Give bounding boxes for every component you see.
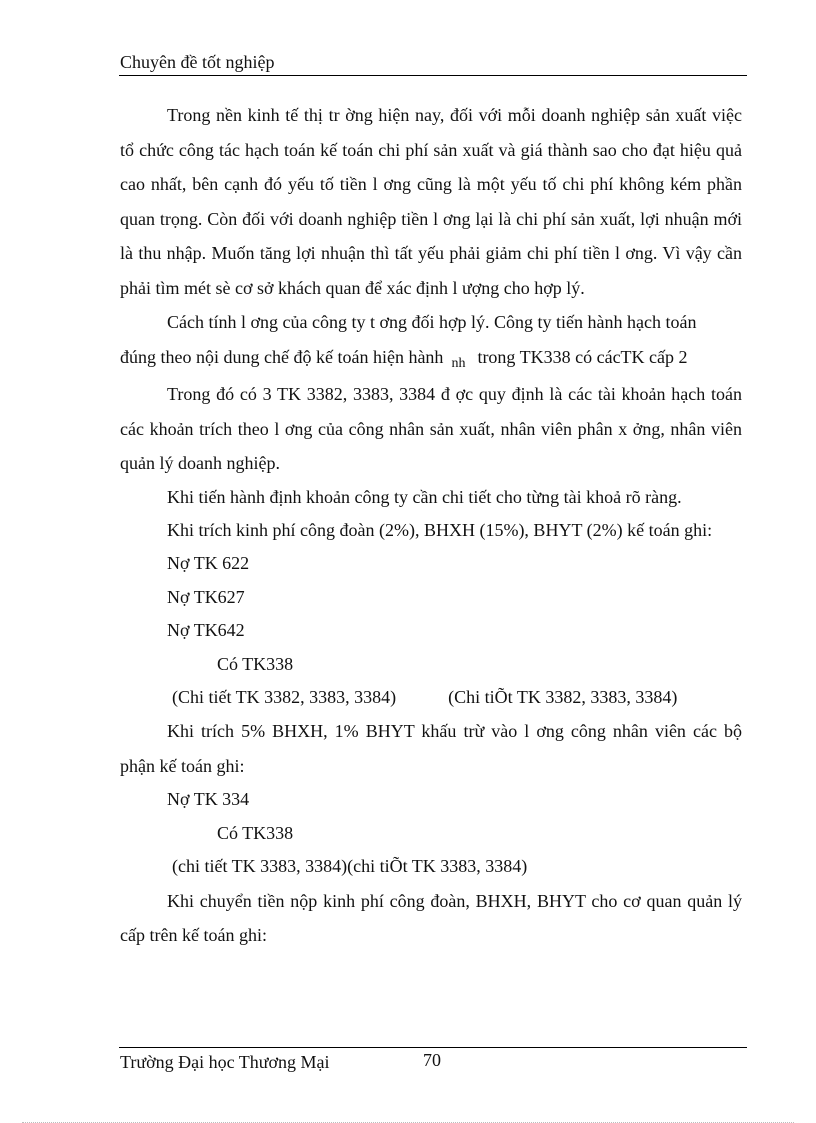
paragraph-salary-method bbox=[120, 305, 742, 377]
detail-a-left: (Chi tiết TK 3382, 3383, 3384) bbox=[172, 686, 397, 707]
entry-debit-334: Nợ TK 334 bbox=[167, 789, 250, 810]
paragraph-intro: Trong nền kinh tế thị tr ờng hiện nay, đối với mỗi doanh nghiệp sản xuất việc tổ chức công tác hạch toán kế toán chi phí sản xuất và giá thành sao cho đạt hiệu quả cao nhất, bên cạnh đó yếu tố tiền l ơng cũng là một yếu tố chi phí không kém phần quan trọng. Còn đối với doanh nghiệp tiền l ơng lại là chi phí sản xuất, lợi nhuận mới là thu nhập. Muốn tăng lợi nhuận thì tất yếu phải giảm chi phí tiền l ơng. Vì vậy cần phải tìm mét sè cơ sở khách quan để xác định l ượng cho hợp lý. bbox=[120, 105, 742, 298]
line-khi-trich-kp: Khi trích kinh phí công đoàn (2%), BHXH (15%), BHYT (2%) kế toán ghi: bbox=[167, 519, 713, 540]
detail-a-right: (Chi tiÕt TK 3382, 3383, 3384) bbox=[448, 686, 678, 707]
salary-method-text: Cách tính l ơng của công ty t ơng đối hợp lý. Công ty tiến hành hạch toán bbox=[167, 312, 697, 332]
header-rule bbox=[119, 75, 747, 76]
running-header: Chuyên đề tốt nghiệp bbox=[120, 52, 275, 72]
entry-credit-338-b: Có TK338 bbox=[217, 822, 294, 843]
paragraph-transfer: Khi chuyển tiền nộp kinh phí công đoàn, BHXH, BHYT cho cơ quan quản lý cấp trên kế toán ghi: bbox=[120, 890, 742, 946]
page-body bbox=[120, 98, 742, 953]
page-number: 70 bbox=[423, 1050, 441, 1070]
detail-b-left: (chi tiết TK 3383, 3384) bbox=[172, 856, 348, 877]
footer-school: Trường Đại học Thương Mại bbox=[120, 1052, 330, 1072]
detail-b-right: (chi tiÕt TK 3383, 3384) bbox=[347, 856, 528, 877]
accounting-line-b: trong TK338 có cácTK cấp 2 bbox=[477, 346, 688, 367]
paragraph-accounts: Trong đó có 3 TK 3382, 3383, 3384 đ ợc quy định là các tài khoản hạch toán các khoản trích theo l ơng của công nhân sản xuất, nhân viên phân x ởng, nhân viên quản lý doanh nghiệp. bbox=[120, 384, 742, 473]
detail-line-b bbox=[120, 850, 742, 883]
entry-debit-642: Nợ TK642 bbox=[167, 620, 245, 641]
paragraph-deduction: Khi trích 5% BHXH, 1% BHYT khấu trừ vào l ơng công nhân viên các bộ phận kế toán ghi: bbox=[120, 721, 742, 776]
line-khi-tien-hanh: Khi tiến hành định khoản công ty cần chi tiết cho từng tài khoả rõ ràng. bbox=[167, 486, 682, 507]
entry-debit-627: Nợ TK627 bbox=[167, 586, 245, 607]
entry-debit-622: Nợ TK 622 bbox=[167, 553, 250, 574]
accounting-line-a: đúng theo nội dung chế độ kế toán hiện hành bbox=[120, 346, 444, 367]
detail-line-a bbox=[120, 681, 742, 714]
accounting-line-sub: nh bbox=[451, 355, 466, 371]
entry-credit-338-a: Có TK338 bbox=[217, 653, 294, 674]
